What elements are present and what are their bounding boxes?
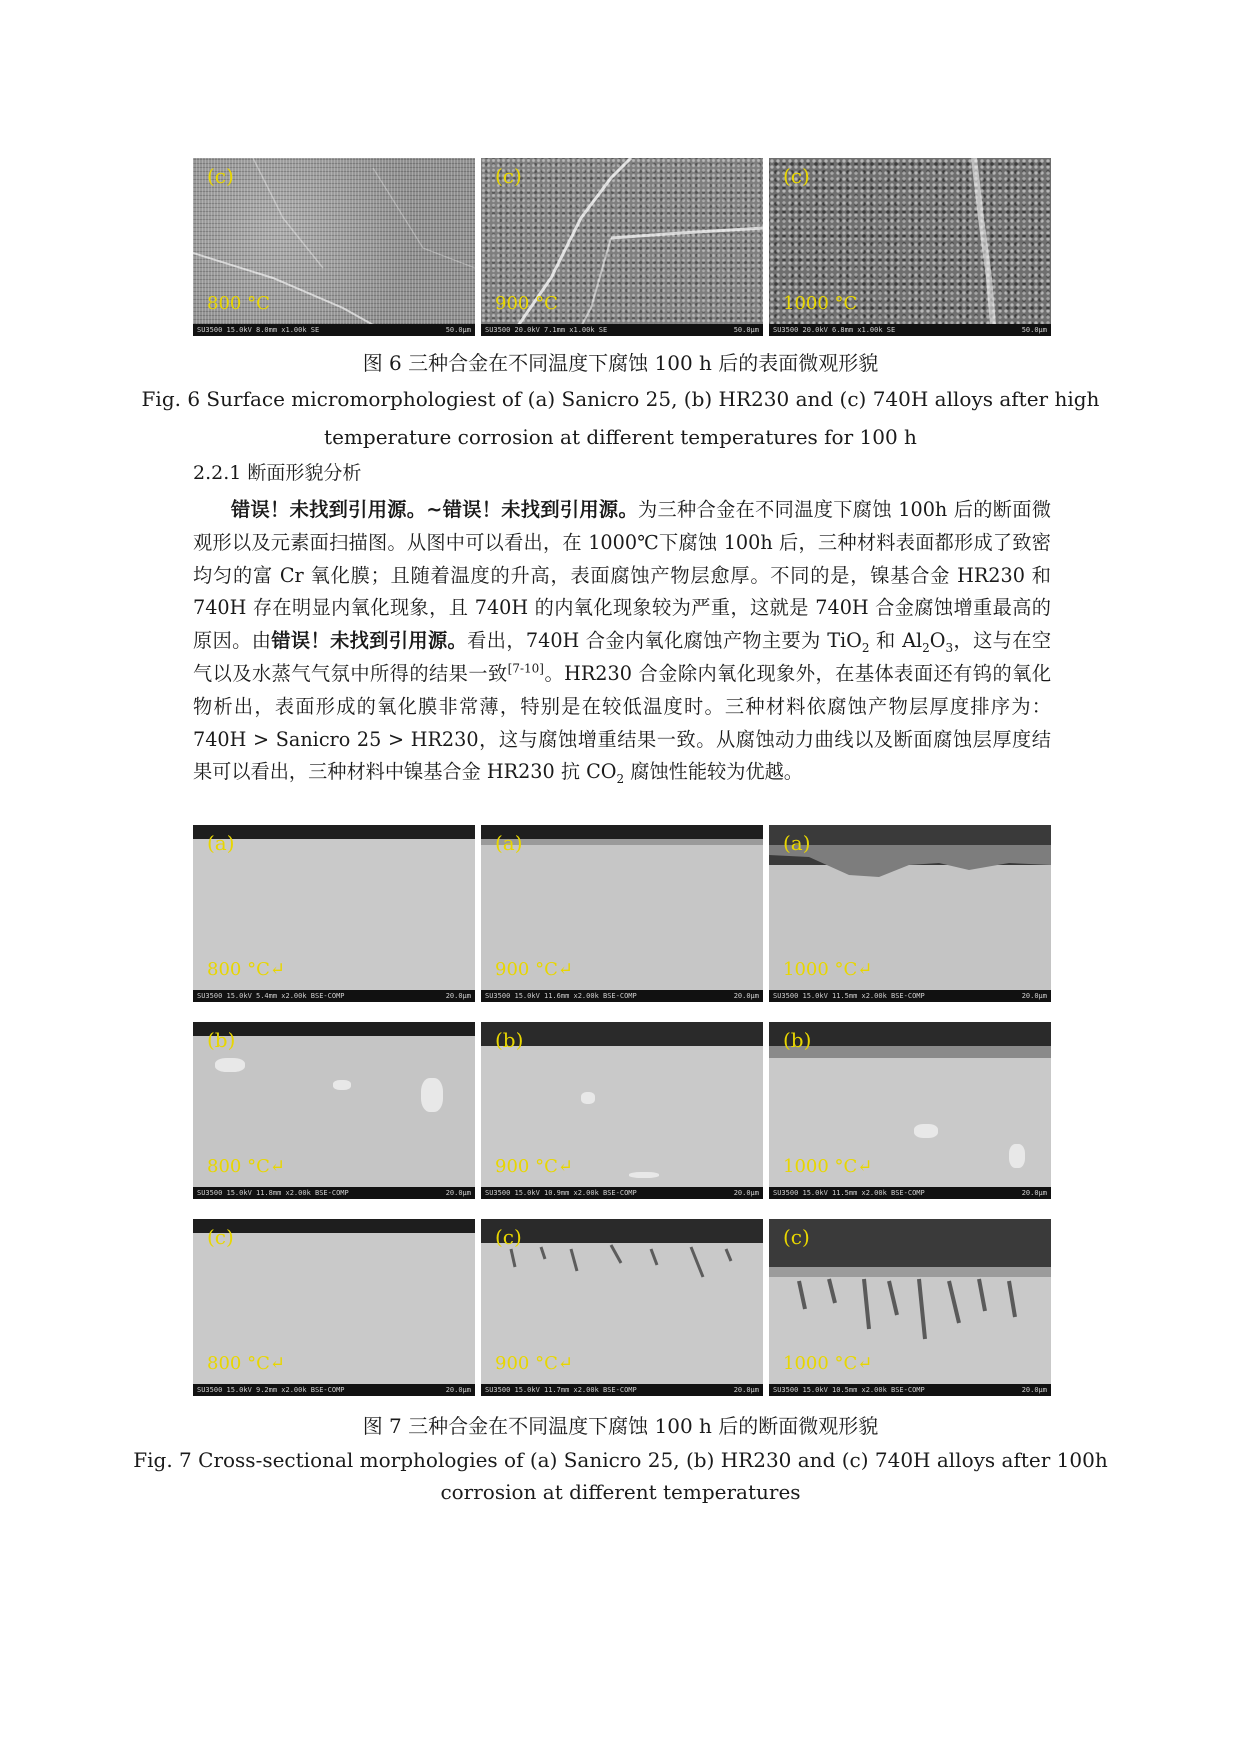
subscript: 2 bbox=[616, 772, 625, 787]
fig6-panel-900 bbox=[481, 158, 763, 336]
fig7-caption-en-line2: corrosion at different temperatures bbox=[440, 1480, 801, 1504]
fig7-panel-b-800 bbox=[193, 1022, 475, 1199]
scale-bar-label: 20.0μm bbox=[733, 992, 759, 1000]
temperature-label: 1000 °C bbox=[783, 293, 858, 314]
scale-bar-label: 50.0μm bbox=[733, 326, 759, 334]
sem-info-bar bbox=[481, 324, 763, 336]
subscript: 2 bbox=[861, 641, 870, 656]
panel-label: (c) bbox=[207, 1225, 234, 1249]
oxide-scale bbox=[481, 825, 763, 839]
sem-parameters: SU3500 15.0kV 5.4mm x2.00k BSE-COMP bbox=[197, 992, 345, 1000]
body-paragraph: 错误！未找到引用源。~错误！未找到引用源。为三种合金在不同温度下腐蚀 100h 后的断面微观形以及元素面扫描图。从图中可以看出，在 1000℃下腐蚀 100h 后，三种材料表面都形成了致密均匀的富 Cr 氧化膜；且随着温度的升高，表面腐蚀产物层愈厚。不同的是，镍基合金 HR230 和 740H 存在明显内氧化现象，且 740H 的内氧化现象较为严重，这就是 740H 合金腐蚀增重最高的原因。由错误！未找到引用源。看出，740H 合金内氧化腐蚀产物主要为 TiO$_2$ 和 $Al_2O_3$，这与在空气以及水蒸气气氛中所得的结果一致[7-10]。HR230 合金除内氧化现象外，在基体表面还有钨的氧化物析出，表面形成的氧化膜非常薄，特别是在较低温度时。三种材料依腐蚀产物层厚度排序为：740H > Sanicro 25 > HR230，这与腐蚀增重结果一致。从腐蚀动力曲线以及断面腐蚀层厚度结果可以看出，三种材料中镍基合金 HR230 抗 $CO_2$ 腐蚀性能较为优越。 bbox=[193, 498, 1052, 787]
panel-label: (c) bbox=[207, 164, 234, 188]
tungsten-oxide-particle bbox=[421, 1078, 443, 1112]
oxide-scale bbox=[193, 1219, 475, 1233]
oxide-layer bbox=[481, 839, 763, 845]
temperature-label: 1000 °C↵ bbox=[783, 1156, 873, 1177]
fig6-panel-800 bbox=[193, 158, 475, 336]
scale-bar-label: 20.0μm bbox=[445, 1189, 471, 1197]
temperature-label: 800 °C↵ bbox=[207, 1353, 285, 1374]
error-reference: 错误！未找到引用源。~错误！未找到引用源。 bbox=[231, 498, 638, 521]
fig7-row-c bbox=[193, 1219, 1051, 1396]
citation[interactable]: [7-10] bbox=[507, 661, 544, 676]
panel-label: (b) bbox=[783, 1028, 812, 1052]
paragraph-text: 。HR230 合金除内氧化现象外，在基体表面还有钨的氧化物析出，表面形成的氧化膜非常薄，特别是在较低温度时。三种材料依腐蚀产物层厚度排序为：740H > Sanicro 25 > HR230，这与腐蚀增重结果一致。从腐蚀动力曲线以及断面腐蚀层厚度结果可以看出，三种材料中镍基合金 HR230 抗 CO bbox=[193, 661, 1052, 784]
sem-parameters: SU3500 15.0kV 9.2mm x2.00k BSE-COMP bbox=[197, 1386, 345, 1394]
sem-parameters: SU3500 15.0kV 11.6mm x2.00k BSE-COMP bbox=[485, 992, 637, 1000]
sem-parameters: SU3500 20.0kV 7.1mm x1.00k SE bbox=[485, 326, 608, 334]
temperature-label: 1000 °C↵ bbox=[783, 1353, 873, 1374]
subscript: 2 bbox=[922, 641, 930, 656]
scale-bar-label: 20.0μm bbox=[1021, 992, 1047, 1000]
panel-label: (a) bbox=[495, 831, 523, 855]
sem-parameters: SU3500 15.0kV 11.8mm x2.00k BSE-COMP bbox=[197, 1189, 349, 1197]
sem-info-bar bbox=[769, 1384, 1051, 1396]
temperature-label: 900 °C↵ bbox=[495, 1156, 573, 1177]
fig7-caption-en-line1: Fig. 7 Cross-sectional morphologies of (a) Sanicro 25, (b) HR230 and (c) 740H alloys after 100h bbox=[133, 1448, 1108, 1472]
tungsten-oxide-particle bbox=[581, 1092, 595, 1104]
scale-bar-label: 20.0μm bbox=[1021, 1189, 1047, 1197]
sem-info-bar bbox=[769, 324, 1051, 336]
sem-info-bar bbox=[481, 990, 763, 1002]
panel-label: (b) bbox=[207, 1028, 236, 1052]
panel-label: (a) bbox=[207, 831, 235, 855]
fig7-row-a bbox=[193, 825, 1051, 1002]
temperature-label: 800 °C↵ bbox=[207, 959, 285, 980]
scale-bar-label: 20.0μm bbox=[445, 1386, 471, 1394]
panel-label: (a) bbox=[783, 831, 811, 855]
fig7-panel-b-900 bbox=[481, 1022, 763, 1199]
scale-bar-label: 20.0μm bbox=[1021, 1386, 1047, 1394]
panel-label: (c) bbox=[495, 164, 522, 188]
fig6-caption-en-line1: Fig. 6 Surface micromorphologiest of (a) Sanicro 25, (b) HR230 and (c) 740H alloys after high bbox=[141, 387, 1100, 411]
scale-bar-label: 50.0μm bbox=[1021, 326, 1047, 334]
fig6-caption-cn: 图 6 三种合金在不同温度下腐蚀 100 h 后的表面微观形貌 bbox=[362, 351, 879, 375]
sem-info-bar bbox=[769, 990, 1051, 1002]
fig7-panel-c-900 bbox=[481, 1219, 763, 1396]
sem-info-bar bbox=[481, 1187, 763, 1199]
fig7-caption-cn: 图 7 三种合金在不同温度下腐蚀 100 h 后的断面微观形貌 bbox=[362, 1414, 879, 1438]
temperature-label: 1000 °C↵ bbox=[783, 959, 873, 980]
temperature-label: 900 °C↵ bbox=[495, 1353, 573, 1374]
tungsten-oxide-particle bbox=[1009, 1144, 1025, 1168]
fig6-panel-1000 bbox=[769, 158, 1051, 336]
sem-info-bar bbox=[769, 1187, 1051, 1199]
subscript: 3 bbox=[945, 641, 954, 656]
tungsten-oxide-particle bbox=[629, 1172, 659, 1178]
paragraph-text: 腐蚀性能较为优越。 bbox=[624, 760, 803, 784]
panel-label: (c) bbox=[783, 1225, 810, 1249]
scale-bar-label: 20.0μm bbox=[445, 992, 471, 1000]
sem-info-bar bbox=[193, 1384, 475, 1396]
paragraph-text: 看出，740H 合金内氧化腐蚀产物主要为 TiO bbox=[467, 629, 862, 653]
fig7-row-b bbox=[193, 1022, 1051, 1199]
tungsten-oxide-particle bbox=[333, 1080, 351, 1090]
error-reference: 错误！未找到引用源。 bbox=[271, 629, 468, 653]
sem-info-bar bbox=[193, 324, 475, 336]
temperature-label: 900 °C bbox=[495, 293, 558, 314]
paragraph-text: 和 Al bbox=[869, 629, 923, 653]
scale-bar-label: 20.0μm bbox=[733, 1386, 759, 1394]
sem-parameters: SU3500 20.0kV 6.8mm x1.00k SE bbox=[773, 326, 896, 334]
sem-parameters: SU3500 15.0kV 8.0mm x1.00k SE bbox=[197, 326, 320, 334]
fig7-panel-a-800 bbox=[193, 825, 475, 1002]
panel-label: (c) bbox=[783, 164, 810, 188]
sem-info-bar bbox=[481, 1384, 763, 1396]
paragraph-text: ，这与在空气以及水蒸气气氛中所得的结果一致 bbox=[193, 629, 1052, 685]
fig7-panel-c-800 bbox=[193, 1219, 475, 1396]
fig7-panel-a-900 bbox=[481, 825, 763, 1002]
fig6-grid bbox=[193, 158, 1051, 336]
fig6-caption-en-line2: temperature corrosion at different temperatures for 100 h bbox=[324, 425, 917, 449]
sem-info-bar bbox=[193, 1187, 475, 1199]
temperature-label: 900 °C↵ bbox=[495, 959, 573, 980]
tungsten-oxide-particle bbox=[215, 1058, 245, 1072]
temperature-label: 800 °C↵ bbox=[207, 1156, 285, 1177]
fig7-panel-c-1000 bbox=[769, 1219, 1051, 1396]
sem-parameters: SU3500 15.0kV 11.7mm x2.00k BSE-COMP bbox=[485, 1386, 637, 1394]
scale-bar-label: 20.0μm bbox=[733, 1189, 759, 1197]
fig7-panel-a-1000 bbox=[769, 825, 1051, 1002]
tungsten-oxide-particle bbox=[914, 1124, 938, 1138]
sem-parameters: SU3500 15.0kV 10.9mm x2.00k BSE-COMP bbox=[485, 1189, 637, 1197]
sem-parameters: SU3500 15.0kV 10.5mm x2.00k BSE-COMP bbox=[773, 1386, 925, 1394]
sem-info-bar bbox=[193, 990, 475, 1002]
scale-bar-label: 50.0μm bbox=[445, 326, 471, 334]
oxide-scale bbox=[193, 825, 475, 839]
panel-label: (b) bbox=[495, 1028, 524, 1052]
sem-parameters: SU3500 15.0kV 11.5mm x2.00k BSE-COMP bbox=[773, 1189, 925, 1197]
fig7-panel-b-1000 bbox=[769, 1022, 1051, 1199]
sem-parameters: SU3500 15.0kV 11.5mm x2.00k BSE-COMP bbox=[773, 992, 925, 1000]
temperature-label: 800 °C bbox=[207, 293, 270, 314]
panel-label: (c) bbox=[495, 1225, 522, 1249]
paragraph-text: 为三种合金在不同温度下腐蚀 100h 后的断面微观形以及元素面扫描图。从图中可以看出，在 1000℃下腐蚀 100h 后，三种材料表面都形成了致密均匀的富 Cr 氧化膜；且随着温度的升高，表面腐蚀产物层愈厚。不同的是，镍基合金 HR230 和 740H 存在明显内氧化现象，且 740H 的内氧化现象较为严重，这就是 740H 合金腐蚀增重最高的原因。由 bbox=[193, 498, 1052, 653]
section-heading: 2.2.1 断面形貌分析 bbox=[193, 462, 362, 484]
